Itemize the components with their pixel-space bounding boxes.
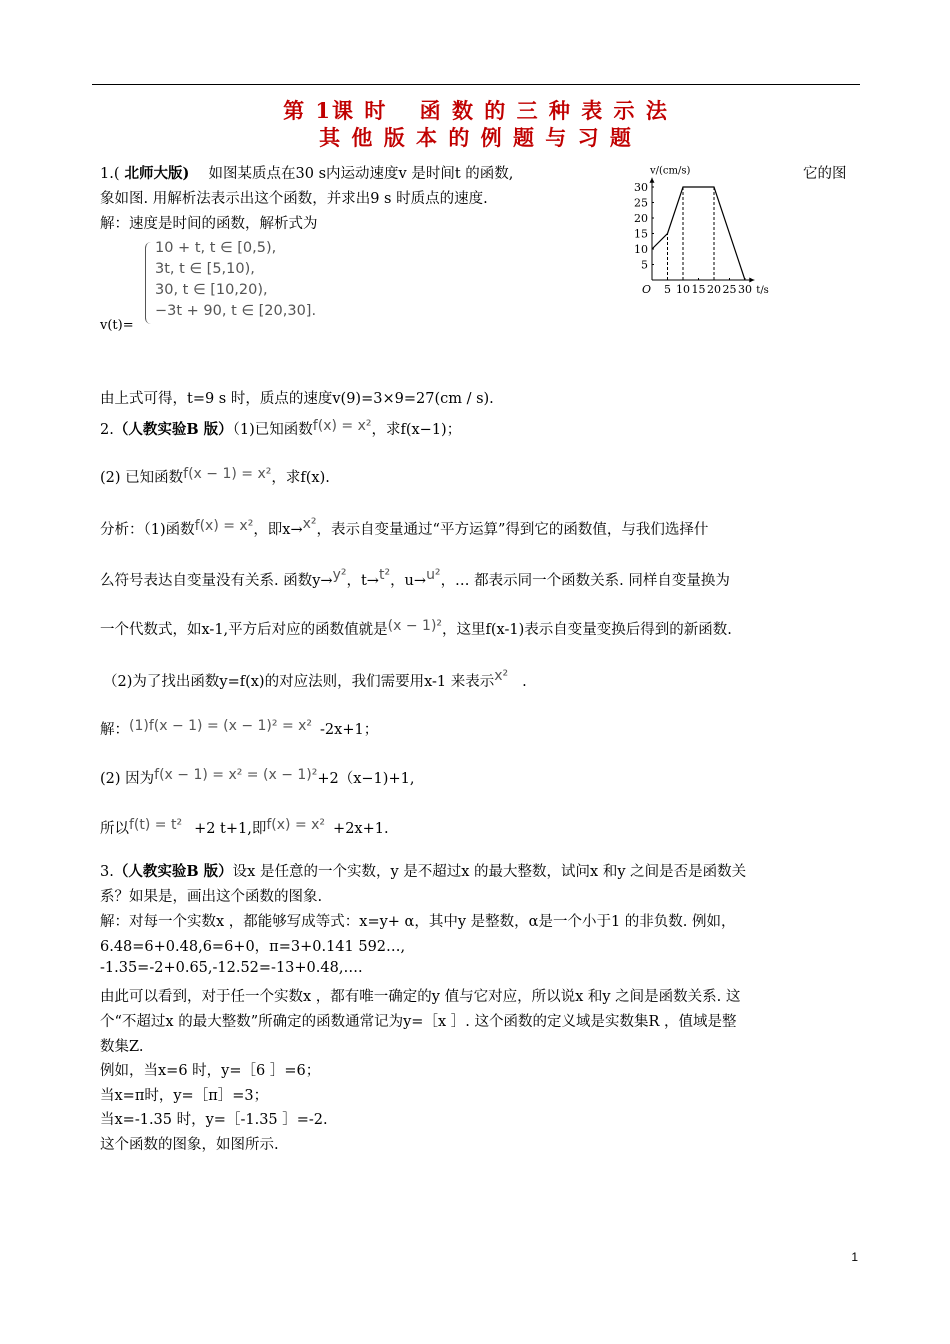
case-3: 30, t ∈ [10,20), [155, 282, 268, 298]
text-span: +2 t+1,即 [194, 821, 267, 837]
problem-3-line-5: -1.35=-2+0.65,-12.52=-13+0.48,…. [100, 960, 363, 976]
analysis-line-2 [100, 567, 730, 590]
problem-3-line-4: 6.48=6+0.48,6=6+0，π=3+0.141 592…, [100, 939, 406, 955]
problem-1-number: 1.( [100, 166, 120, 182]
problem-1-text: 如图某质点在30 s内运动速度v 是时间t 的函数, [189, 166, 514, 182]
problem-3-line-7: 个“不超过x 的最大整数”所确定的函数通常记为y=［x ］. 这个函数的定义域是实数集R ，值域是整 [100, 1014, 737, 1030]
problem-3-line-10: 当x=π时，y=［π］=3； [100, 1088, 269, 1104]
velocity-chart [622, 155, 797, 300]
y-tick-label: 5 [641, 258, 648, 272]
problem-3-line-11: 当x=-1.35 时，y=［-1.35 ］=-2. [100, 1112, 328, 1128]
text-span: +2（x−1)+1, [317, 771, 415, 787]
analysis-line-3 [100, 618, 732, 639]
case-4: −3t + 90, t ∈ [20,30]. [155, 303, 317, 319]
text-span: ，这里f(x-1)表示自变量变换后得到的新函数. [442, 622, 732, 638]
x-axis-label: t/s [756, 285, 769, 296]
x-axis-arrow [749, 278, 754, 283]
x-tick-label: 5 [664, 283, 671, 296]
text-span: (2) 因为 [100, 771, 155, 787]
text-span: （1)已知函数 [232, 422, 313, 438]
math-fx: f(x) = x² [312, 418, 372, 434]
velocity-series-line [652, 187, 745, 280]
text-span: -2x+1； [320, 722, 379, 738]
y-axis-arrow [650, 178, 655, 183]
problem-1-line-3: 解：速度是时间的函数，解析式为 [100, 216, 318, 232]
math-span: y² [332, 567, 347, 583]
origin-label: O [642, 283, 652, 296]
text-span: 分析：（1)函数 [100, 522, 195, 538]
problem-3-line-3: 解：对每一个实数x ，都能够写成等式：x=y+ α，其中y 是整数，α是一个小于1 的非负数. 例如， [100, 914, 736, 930]
problem-1-result: 由上式可得，t=9 s 时，质点的速度v(9)=3×9=27(cm / s). [100, 391, 494, 407]
problem-2-line-1 [100, 418, 461, 439]
solution-line-2 [100, 767, 414, 788]
math-span: f(x) = x² [266, 817, 326, 833]
x-tick-label: 25 [722, 283, 737, 296]
solution-line-1 [100, 718, 378, 739]
text-span: ，… 都表示同一个函数关系. 同样自变量换为 [440, 573, 730, 589]
problem-3-line-9: 例如，当x=6 时，y=［6 ］=6； [100, 1063, 321, 1079]
analysis-line-1 [100, 516, 708, 539]
text-span: (2) 已知函数 [100, 470, 184, 486]
text-span: 一个代数式，如x-1,平方后对应的函数值就是 [100, 622, 388, 638]
text-span: ，t→ [346, 573, 379, 589]
x-tick-label: 20 [707, 283, 721, 296]
text-span: +2x+1. [333, 821, 389, 837]
text-span: 所以 [100, 821, 129, 837]
page-number: 1 [851, 1250, 858, 1264]
x-tick-label: 10 [676, 283, 690, 296]
title-line-2: 其 他 版 本 的 例 题 与 习 题 [319, 125, 633, 150]
text-span: （2)为了找出函数y=f(x)的对应法则，我们需要用x-1 来表示 [103, 674, 495, 690]
solution-line-3 [100, 817, 389, 838]
problem-3-line-2: 系？如果是，画出这个函数的图象. [100, 889, 323, 905]
math-span: f(t) = t² [129, 817, 183, 833]
y-axis-label: v/(cm/s) [650, 165, 691, 177]
text-span: ，表示自变量通过“平方运算”得到它的函数值，与我们选择什 [316, 522, 709, 538]
text-span: ，即x→ [253, 522, 303, 538]
problem-3-line-6: 由此可以看到，对于任一个实数x ，都有唯一确定的y 值与它对应，所以说x 和y 之间是函数关系. 这 [100, 989, 741, 1005]
y-tick-label: 20 [634, 212, 648, 225]
title-line-1: 第 1课 时 函 数 的 三 种 表 示 法 [283, 98, 669, 123]
text-span: ，求f(x). [271, 470, 330, 486]
y-tick-label: 30 [634, 181, 648, 194]
problem-3-line-8: 数集Z. [100, 1039, 144, 1055]
text-span: 解： [100, 722, 129, 738]
problem-1-line-2: 象如图. 用解析法表示出这个函数，并求出9 s 时质点的速度. [100, 191, 488, 207]
x-tick-label: 15 [691, 283, 706, 296]
math-span: f(x − 1) = x² = (x − 1)² [154, 767, 318, 783]
problem-3-line-1 [100, 860, 746, 881]
math-span: (x − 1)² [387, 618, 443, 634]
header-rule [92, 84, 860, 85]
x-tick-label: 30 [738, 283, 752, 296]
math-span: (1)f(x − 1) = (x − 1)² = x² [129, 718, 313, 734]
math-span: f(x) = x² [194, 518, 254, 534]
problem-1-line-1 [100, 162, 513, 183]
math-span: x² [494, 668, 509, 684]
text-span: ，u→ [390, 573, 427, 589]
v-function-label: v(t)= [100, 318, 134, 333]
y-tick-label: 10 [634, 243, 648, 256]
problem-1-line-1-end: 它的图 [803, 166, 847, 182]
text-span: . [522, 674, 527, 690]
case-1: 10 + t, t ∈ [0,5), [155, 240, 277, 256]
problem-3-line-12: 这个函数的图象，如图所示. [100, 1137, 279, 1153]
case-2: 3t, t ∈ [5,10), [155, 261, 255, 277]
math-span: u² [426, 567, 441, 583]
problem-2-source: （人教实验B 版） [113, 421, 233, 438]
problem-1-source: 北师大版) [119, 165, 190, 182]
y-tick-label: 15 [634, 227, 648, 241]
piecewise-cases [143, 238, 316, 322]
math-fx-minus-1: f(x − 1) = x² [183, 466, 272, 482]
math-span: x² [302, 516, 317, 532]
text-span: 么符号表达自变量没有关系. 函数y→ [100, 573, 333, 589]
y-tick-label: 25 [634, 196, 648, 210]
problem-2-number: 2. [100, 422, 114, 438]
problem-2-line-2 [100, 466, 330, 487]
problem-3-source: （人教实验B 版） [113, 863, 233, 880]
text-span: ，求f(x−1)； [371, 422, 462, 438]
chart-plot [634, 166, 769, 296]
text-span: 设x 是任意的一个实数，y 是不超过x 的最大整数，试问x 和y 之间是否是函数关 [232, 864, 747, 880]
analysis-line-4 [103, 668, 527, 691]
math-span: t² [378, 567, 391, 583]
problem-3-number: 3. [100, 864, 114, 880]
